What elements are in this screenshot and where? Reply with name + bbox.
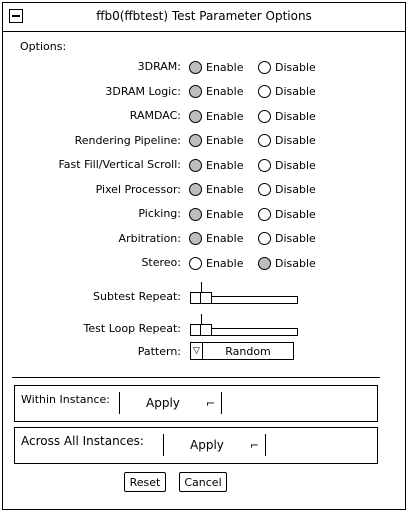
options-label: Options:	[20, 40, 67, 53]
enable-radio-label: Enable	[206, 232, 244, 245]
option-row	[0, 229, 404, 251]
subtest-repeat-slider-handle[interactable]	[190, 292, 212, 304]
enable-radio-label: Enable	[206, 183, 244, 196]
option-row	[0, 180, 404, 202]
option-row	[0, 82, 404, 104]
cancel-button[interactable]: Cancel	[179, 472, 227, 492]
disable-radio-option[interactable]	[258, 182, 316, 198]
option-row	[0, 57, 404, 79]
option-row	[0, 131, 404, 153]
disable-radio-option[interactable]	[258, 59, 316, 75]
option-label: Picking:	[138, 207, 181, 220]
menu-arrow-icon: ⌐	[249, 438, 260, 452]
disable-radio-button[interactable]	[258, 134, 271, 147]
reset-button[interactable]: Reset	[124, 472, 166, 492]
disable-radio-label: Disable	[275, 109, 316, 123]
disable-radio-button[interactable]	[258, 183, 271, 196]
disable-radio-button[interactable]	[258, 257, 271, 270]
disable-radio-label: Disable	[275, 207, 316, 221]
disable-radio-option[interactable]	[258, 157, 316, 173]
enable-radio-button[interactable]	[189, 110, 202, 123]
disable-radio-option[interactable]	[258, 231, 316, 247]
option-label: 3DRAM Logic:	[105, 84, 181, 98]
disable-radio-button[interactable]	[258, 159, 271, 172]
disable-radio-label: Disable	[275, 134, 316, 147]
option-label: Pixel Processor:	[95, 182, 181, 196]
option-label: Fast Fill/Vertical Scroll:	[58, 158, 181, 171]
disable-radio-button[interactable]	[258, 61, 271, 74]
enable-radio-button[interactable]	[189, 61, 202, 74]
enable-radio-button[interactable]	[189, 208, 202, 221]
menu-arrow-icon: ⌐	[205, 396, 216, 410]
subtest-repeat-row	[0, 282, 404, 316]
enable-radio-button[interactable]	[189, 183, 202, 196]
enable-radio-option[interactable]	[189, 182, 243, 198]
enable-radio-label: Enable	[206, 158, 244, 172]
enable-radio-label: Enable	[206, 256, 244, 270]
window-title: ffb0(ffbtest) Test Parameter Options	[96, 9, 312, 23]
enable-radio-option[interactable]	[189, 206, 243, 222]
enable-radio-button[interactable]	[189, 257, 202, 270]
option-row	[0, 155, 404, 177]
enable-radio-option[interactable]	[189, 231, 243, 247]
enable-radio-label: Enable	[206, 134, 244, 147]
enable-radio-option[interactable]	[189, 255, 243, 271]
option-label: Rendering Pipeline:	[74, 133, 181, 147]
disable-radio-button[interactable]	[258, 110, 271, 123]
across-instances-apply-label: Apply	[190, 438, 224, 452]
disable-radio-option[interactable]	[258, 84, 316, 100]
disable-radio-label: Disable	[275, 85, 316, 98]
across-instances-label: Across All Instances:	[21, 434, 144, 448]
disable-radio-label: Disable	[275, 158, 316, 172]
test-loop-repeat-tick	[201, 314, 202, 324]
enable-radio-option[interactable]	[189, 84, 243, 100]
pattern-value: Random	[225, 344, 271, 358]
pattern-row	[0, 342, 404, 364]
disable-radio-button[interactable]	[258, 85, 271, 98]
pattern-dropdown-icon[interactable]: ▽	[191, 343, 203, 359]
option-label: RAMDAC:	[129, 109, 181, 122]
disable-radio-option[interactable]	[258, 133, 316, 149]
enable-radio-label: Enable	[206, 109, 244, 123]
enable-radio-label: Enable	[206, 207, 244, 221]
option-row	[0, 253, 404, 275]
enable-radio-label: Enable	[206, 60, 244, 74]
within-instance-apply-button[interactable]	[119, 392, 222, 414]
within-instance-frame	[14, 385, 378, 422]
enable-radio-label: Enable	[206, 85, 244, 98]
disable-radio-label: Disable	[275, 183, 316, 196]
disable-radio-label: Disable	[275, 256, 316, 270]
option-label: Stereo:	[141, 256, 181, 269]
test-loop-repeat-slider-handle[interactable]	[190, 324, 212, 336]
enable-radio-option[interactable]	[189, 59, 243, 75]
across-instances-frame	[14, 427, 378, 464]
subtest-repeat-tick	[201, 282, 202, 292]
option-label: Arbitration:	[118, 231, 181, 245]
separator	[12, 377, 380, 378]
enable-radio-option[interactable]	[189, 108, 243, 124]
subtest-repeat-label: Subtest Repeat:	[93, 290, 181, 303]
disable-radio-button[interactable]	[258, 232, 271, 245]
disable-radio-option[interactable]	[258, 108, 316, 124]
disable-radio-button[interactable]	[258, 208, 271, 221]
enable-radio-option[interactable]	[189, 157, 243, 173]
within-instance-apply-label: Apply	[146, 396, 180, 410]
option-label: 3DRAM:	[137, 60, 181, 73]
within-instance-label: Within Instance:	[21, 393, 110, 406]
pattern-selector[interactable]	[190, 342, 294, 360]
enable-radio-button[interactable]	[189, 85, 202, 98]
across-instances-apply-button[interactable]	[163, 434, 266, 456]
disable-radio-label: Disable	[275, 232, 316, 245]
test-loop-repeat-label: Test Loop Repeat:	[83, 322, 181, 335]
disable-radio-option[interactable]	[258, 206, 316, 222]
enable-radio-button[interactable]	[189, 159, 202, 172]
pattern-label: Pattern:	[137, 345, 181, 358]
enable-radio-option[interactable]	[189, 133, 243, 149]
disable-radio-label: Disable	[275, 60, 316, 74]
disable-radio-option[interactable]	[258, 255, 316, 271]
enable-radio-button[interactable]	[189, 232, 202, 245]
enable-radio-button[interactable]	[189, 134, 202, 147]
option-row	[0, 106, 404, 128]
title-bar	[3, 3, 405, 32]
option-row	[0, 204, 404, 226]
